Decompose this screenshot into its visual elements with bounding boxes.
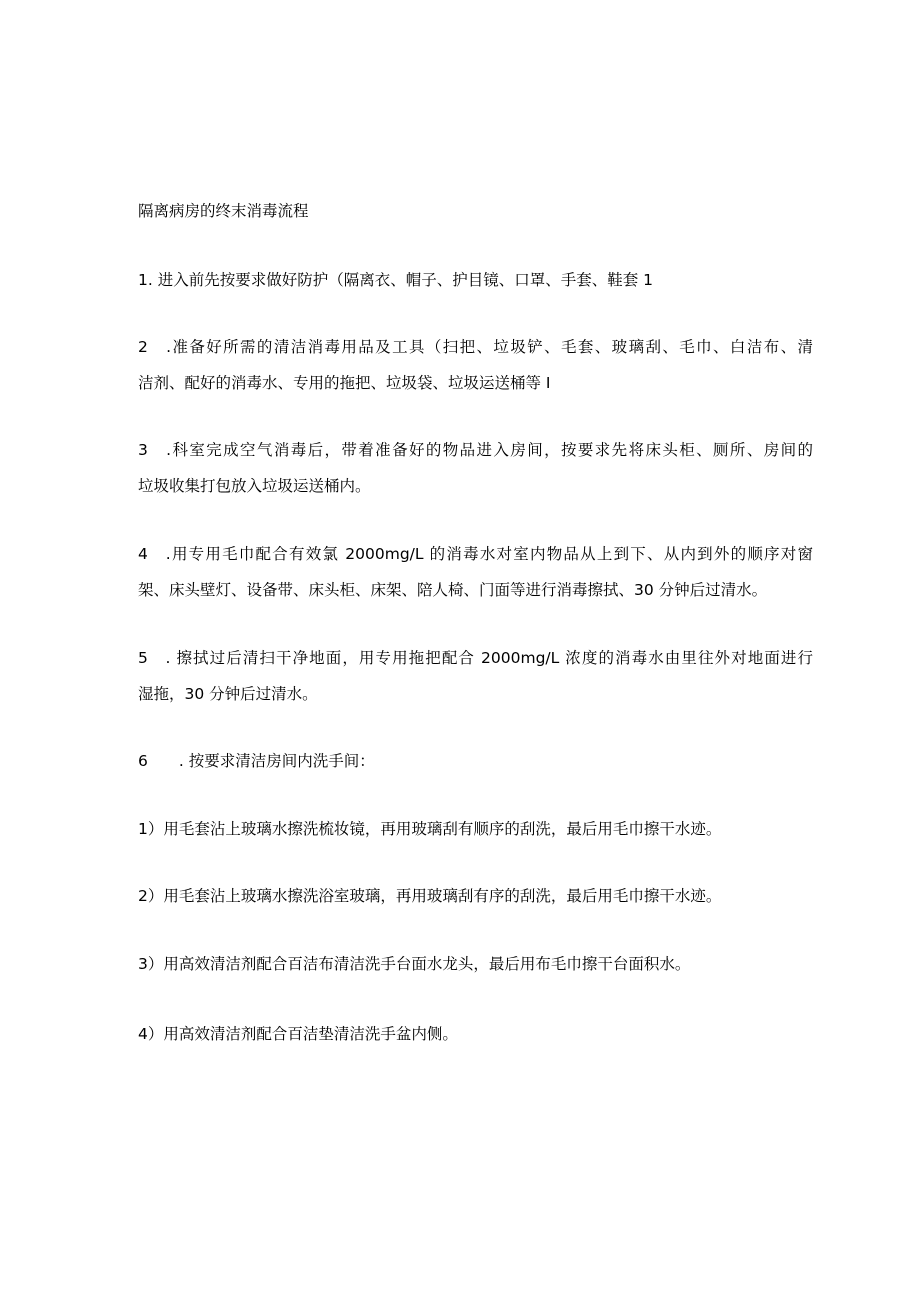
step-2 (138, 329, 813, 401)
substep-2: 2）用毛套沾上玻璃水擦洗浴室玻璃，再用玻璃刮有序的刮洗，最后用毛巾擦干水迹。 (138, 887, 722, 905)
document-title: 隔离病房的终末消毒流程 (138, 202, 309, 220)
step-5 (138, 640, 813, 712)
step-6: 6 . 按要求清洁房间内洗手间： (138, 752, 375, 770)
step-3 (138, 432, 813, 504)
step-5-line-1: 5 . 擦拭过后清扫干净地面，用专用拖把配合 2000mg/L 浓度的消毒水由里往外对地面进行 (138, 649, 813, 667)
step-2-line-1: 2 .准备好所需的清洁消毒用品及工具（扫把、垃圾铲、毛套、玻璃刮、毛巾、白洁布、清 (138, 338, 813, 356)
step-3-line-2: 垃圾收集打包放入垃圾运送桶内。 (138, 477, 371, 495)
step-2-line-2: 洁剂、配好的消毒水、专用的拖把、垃圾袋、垃圾运送桶等 I (138, 374, 551, 392)
step-1: 1. 进入前先按要求做好防护（隔离衣、帽子、护目镜、口罩、手套、鞋套 1 (138, 271, 654, 289)
step-3-line-1: 3 .科室完成空气消毒后，带着准备好的物品进入房间，按要求先将床头柜、厕所、房间的 (138, 441, 813, 459)
substep-3: 3）用高效清洁剂配合百洁布清洁洗手台面水龙头，最后用布毛巾擦干台面积水。 (138, 955, 691, 973)
step-4-line-2: 架、床头壁灯、设备带、床头柜、床架、陪人椅、门面等进行消毒擦拭、30 分钟后过清水。 (138, 581, 768, 599)
step-4-line-1: 4 .用专用毛巾配合有效氯 2000mg/L 的消毒水对室内物品从上到下、从内到外的顺序对窗 (138, 545, 813, 563)
substep-4: 4）用高效清洁剂配合百洁垫清洁洗手盆内侧。 (138, 1025, 458, 1043)
step-5-line-2: 湿拖，30 分钟后过清水。 (138, 685, 318, 703)
substep-1: 1）用毛套沾上玻璃水擦洗梳妆镜，再用玻璃刮有顺序的刮洗，最后用毛巾擦干水迹。 (138, 820, 722, 838)
step-4 (138, 536, 813, 608)
